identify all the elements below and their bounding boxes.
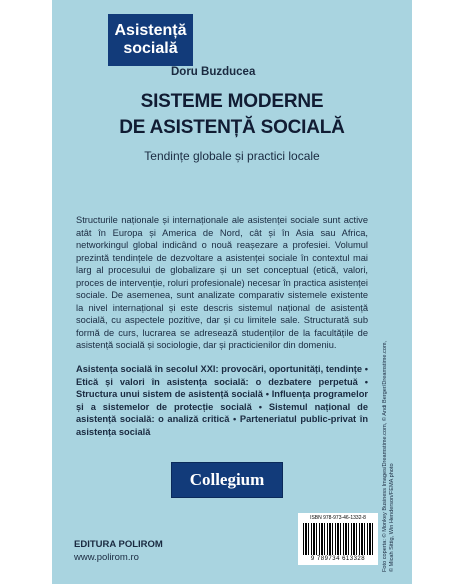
book-topics: Asistența socială în secolul XXI: provocări, oportunități, tendințe • Etică și valori în asistența socială: o dezbatere perpetuă • Structura unui sistem de asistență socială • Influența programelor și a sistemelor de protecție socială • Sistemul național de asistență socială: o analiză critică • Parteneriatul public-privat în asistența socială	[76, 364, 368, 437]
photo-credits	[382, 242, 396, 572]
collection-logo: Collegium	[171, 462, 283, 498]
book-subtitle: Tendințe globale și practici locale	[144, 149, 320, 163]
publisher-name: EDITURA POLIROM	[74, 539, 163, 550]
book-title-line-2: DE ASISTENȚĂ SOCIALĂ	[119, 117, 345, 138]
barcode-digits: 9 789734 613328	[310, 556, 366, 562]
barcode	[298, 513, 378, 565]
book-description: Structurile naționale și internaționale ale asistenței sociale sunt active atât în Europa și America de Nord, cât și în Asia sau Africa, networkingul global indicând o nouă reașezare a profesiei. Volumul prezintă tendințele de dezvoltare a asistenței sociale în contextul mai larg al procesului de globalizare și un set conceptual (etică, valori, proces de intervenție, roluri profesionale) necesar în practica asistenței sociale. De asemenea, sunt analizate comparativ sistemele existente la nivel internațional și este descris sistemul național de asistență socială, cu aspectele pozitive, dar și cu limitele sale. Structurată sub formă de curs, lucrarea se adresează studenților de la facultățile de asistență socială și sociologie, dar și practicienilor din domeniu.	[76, 215, 368, 350]
isbn-number: ISBN 978-973-46-1332-8	[310, 515, 366, 521]
series-line-1: Asistență	[114, 22, 187, 39]
photo-credits-line-1: Foto coperta: © Monkey Business Images/Dreamstime.com, © Andi Berger/Dreamstime.com,	[382, 340, 388, 572]
series-line-2: socială	[123, 40, 178, 57]
author-name: Doru Buzducea	[171, 66, 256, 78]
photo-credits-line-2: © Micah Sittig, Win Henderson/FEMA photo	[389, 463, 395, 572]
publisher-website: www.polirom.ro	[74, 552, 139, 563]
barcode-bars	[303, 523, 373, 555]
book-title-line-1: SISTEME MODERNE	[140, 91, 324, 112]
series-label	[108, 14, 193, 66]
